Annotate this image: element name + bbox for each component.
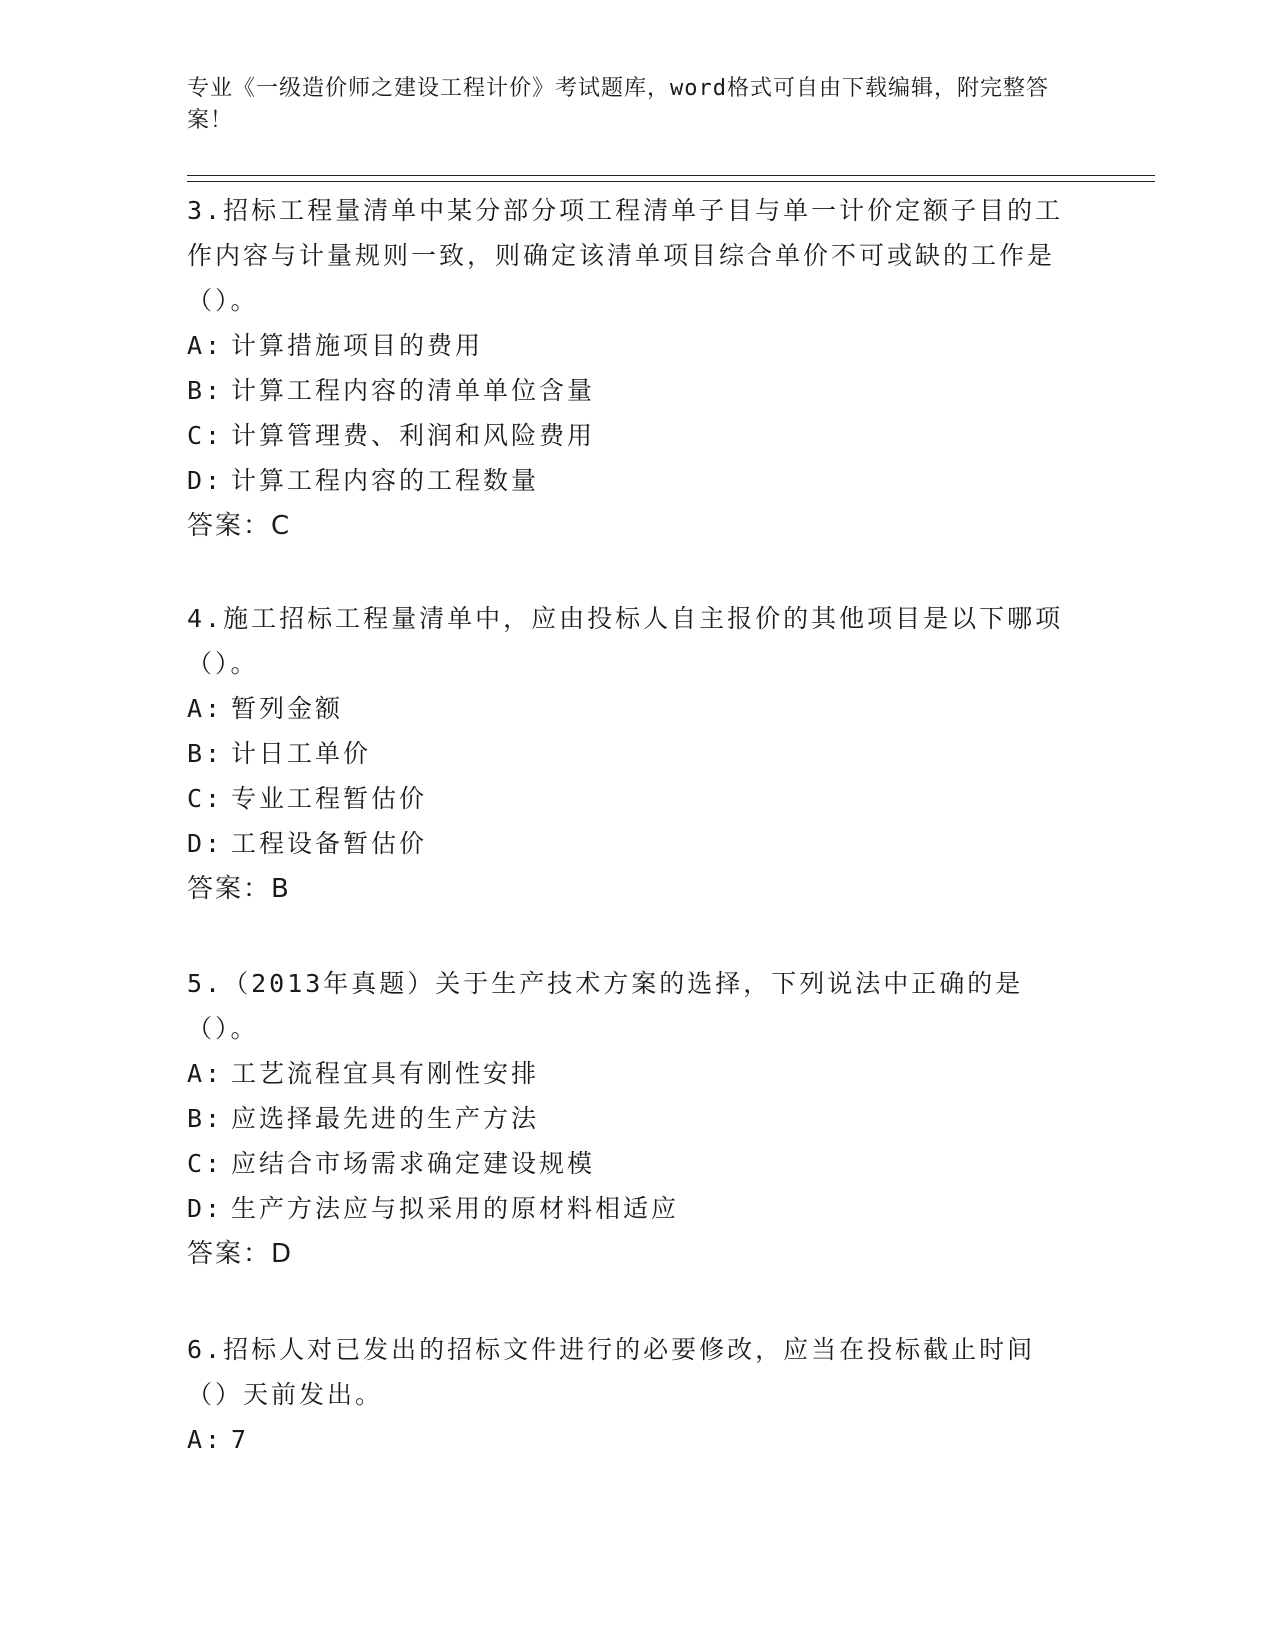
question-block xyxy=(187,961,1067,1277)
option-c xyxy=(187,413,1067,458)
option-letter: A: xyxy=(187,331,224,360)
option-text: 计算措施项目的费用 xyxy=(231,331,484,360)
answer-line: 答案：D xyxy=(187,1239,294,1269)
question-block xyxy=(187,596,1067,912)
option-letter: D: xyxy=(187,1194,224,1223)
option-text: 计日工单价 xyxy=(231,739,372,768)
option-letter: C: xyxy=(187,421,224,450)
header-divider-top xyxy=(187,175,1155,176)
option-a xyxy=(187,323,1067,368)
option-letter: D: xyxy=(187,466,224,495)
option-letter: A: xyxy=(187,1059,224,1088)
option-text: 计算工程内容的工程数量 xyxy=(231,466,540,495)
answer-line: 答案：B xyxy=(187,874,291,904)
option-c xyxy=(187,776,1067,821)
option-letter: D: xyxy=(187,829,224,858)
option-text: 生产方法应与拟采用的原材料相适应 xyxy=(231,1194,680,1223)
option-a xyxy=(187,1417,1067,1462)
option-text: 应选择最先进的生产方法 xyxy=(231,1104,540,1133)
option-c xyxy=(187,1141,1067,1186)
option-d xyxy=(187,1186,1067,1231)
option-letter: B: xyxy=(187,739,224,768)
option-a xyxy=(187,686,1067,731)
option-text: 计算管理费、利润和风险费用 xyxy=(231,421,596,450)
header-divider-bottom xyxy=(187,181,1155,182)
option-text: 专业工程暂估价 xyxy=(231,784,428,813)
option-letter: C: xyxy=(187,1149,224,1178)
option-text: 计算工程内容的清单单位含量 xyxy=(231,376,596,405)
option-letter: B: xyxy=(187,1104,224,1133)
question-block xyxy=(187,188,1067,549)
option-letter: B: xyxy=(187,376,224,405)
question-block xyxy=(187,1327,1067,1462)
option-text: 工程设备暂估价 xyxy=(231,829,428,858)
option-b xyxy=(187,368,1067,413)
question-stem: 4.施工招标工程量清单中，应由投标人自主报价的其他项目是以下哪项（）。 xyxy=(187,604,1064,678)
option-d xyxy=(187,821,1067,866)
question-stem: 3.招标工程量清单中某分部分项工程清单子目与单一计价定额子目的工作内容与计量规则一致，则确定该清单项目综合单价不可或缺的工作是（）。 xyxy=(187,196,1064,315)
option-d xyxy=(187,458,1067,503)
option-text: 应结合市场需求确定建设规模 xyxy=(231,1149,596,1178)
option-letter: C: xyxy=(187,784,224,813)
question-stem: 5.（2013年真题）关于生产技术方案的选择，下列说法中正确的是（）。 xyxy=(187,969,1024,1043)
option-text: 暂列金额 xyxy=(231,694,344,723)
option-letter: A: xyxy=(187,1425,224,1454)
option-letter: A: xyxy=(187,694,224,723)
answer-line: 答案：C xyxy=(187,511,292,541)
option-b xyxy=(187,1096,1067,1141)
question-stem: 6.招标人对已发出的招标文件进行的必要修改，应当在投标截止时间（）天前发出。 xyxy=(187,1335,1036,1409)
option-a xyxy=(187,1051,1067,1096)
option-b xyxy=(187,731,1067,776)
header-note: 专业《一级造价师之建设工程计价》考试题库，word格式可自由下载编辑，附完整答案！ xyxy=(187,76,1049,133)
option-text: 7 xyxy=(231,1425,250,1454)
option-text: 工艺流程宜具有刚性安排 xyxy=(231,1059,540,1088)
